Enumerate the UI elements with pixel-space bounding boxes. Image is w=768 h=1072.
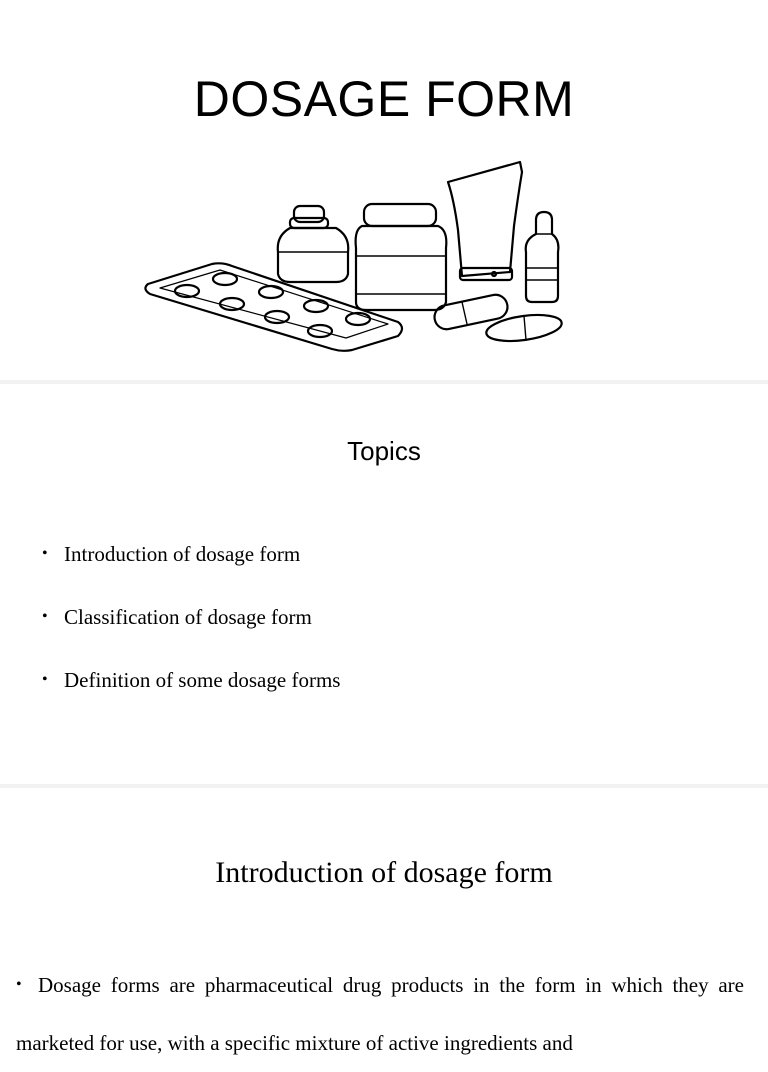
introduction-text: Dosage forms are pharmaceutical drug products in the form in which they are marketed for use, with a specific mixture of active ingredients and bbox=[16, 973, 744, 1055]
jar-icon bbox=[356, 204, 447, 310]
vial-icon bbox=[526, 212, 559, 302]
bullet-icon: • bbox=[16, 976, 22, 993]
slide-introduction bbox=[0, 788, 768, 1055]
topics-heading: Topics bbox=[347, 436, 421, 466]
topic-item bbox=[42, 660, 340, 723]
capsule-icon bbox=[432, 293, 509, 332]
blister-pack-icon bbox=[145, 263, 402, 350]
topic-item bbox=[42, 597, 340, 660]
topic-item-label: Classification of dosage form bbox=[64, 605, 312, 629]
tablet-icon bbox=[485, 311, 564, 345]
topic-item-label: Introduction of dosage form bbox=[64, 542, 301, 566]
introduction-heading: Introduction of dosage form bbox=[215, 856, 553, 889]
small-bottle-icon bbox=[278, 206, 349, 282]
topic-item bbox=[42, 534, 340, 597]
slide-title-heading: DOSAGE FORM bbox=[193, 71, 575, 127]
topics-list bbox=[42, 534, 340, 723]
bullet-icon: • bbox=[42, 608, 48, 625]
slide-title bbox=[0, 0, 768, 380]
introduction-paragraph bbox=[16, 956, 744, 1072]
medicine-packaging-icon bbox=[140, 156, 570, 356]
tube-icon bbox=[448, 162, 522, 280]
bullet-icon: • bbox=[42, 671, 48, 688]
bullet-icon: • bbox=[42, 545, 48, 562]
topic-item-label: Definition of some dosage forms bbox=[64, 668, 341, 692]
slide-topics bbox=[0, 384, 768, 784]
